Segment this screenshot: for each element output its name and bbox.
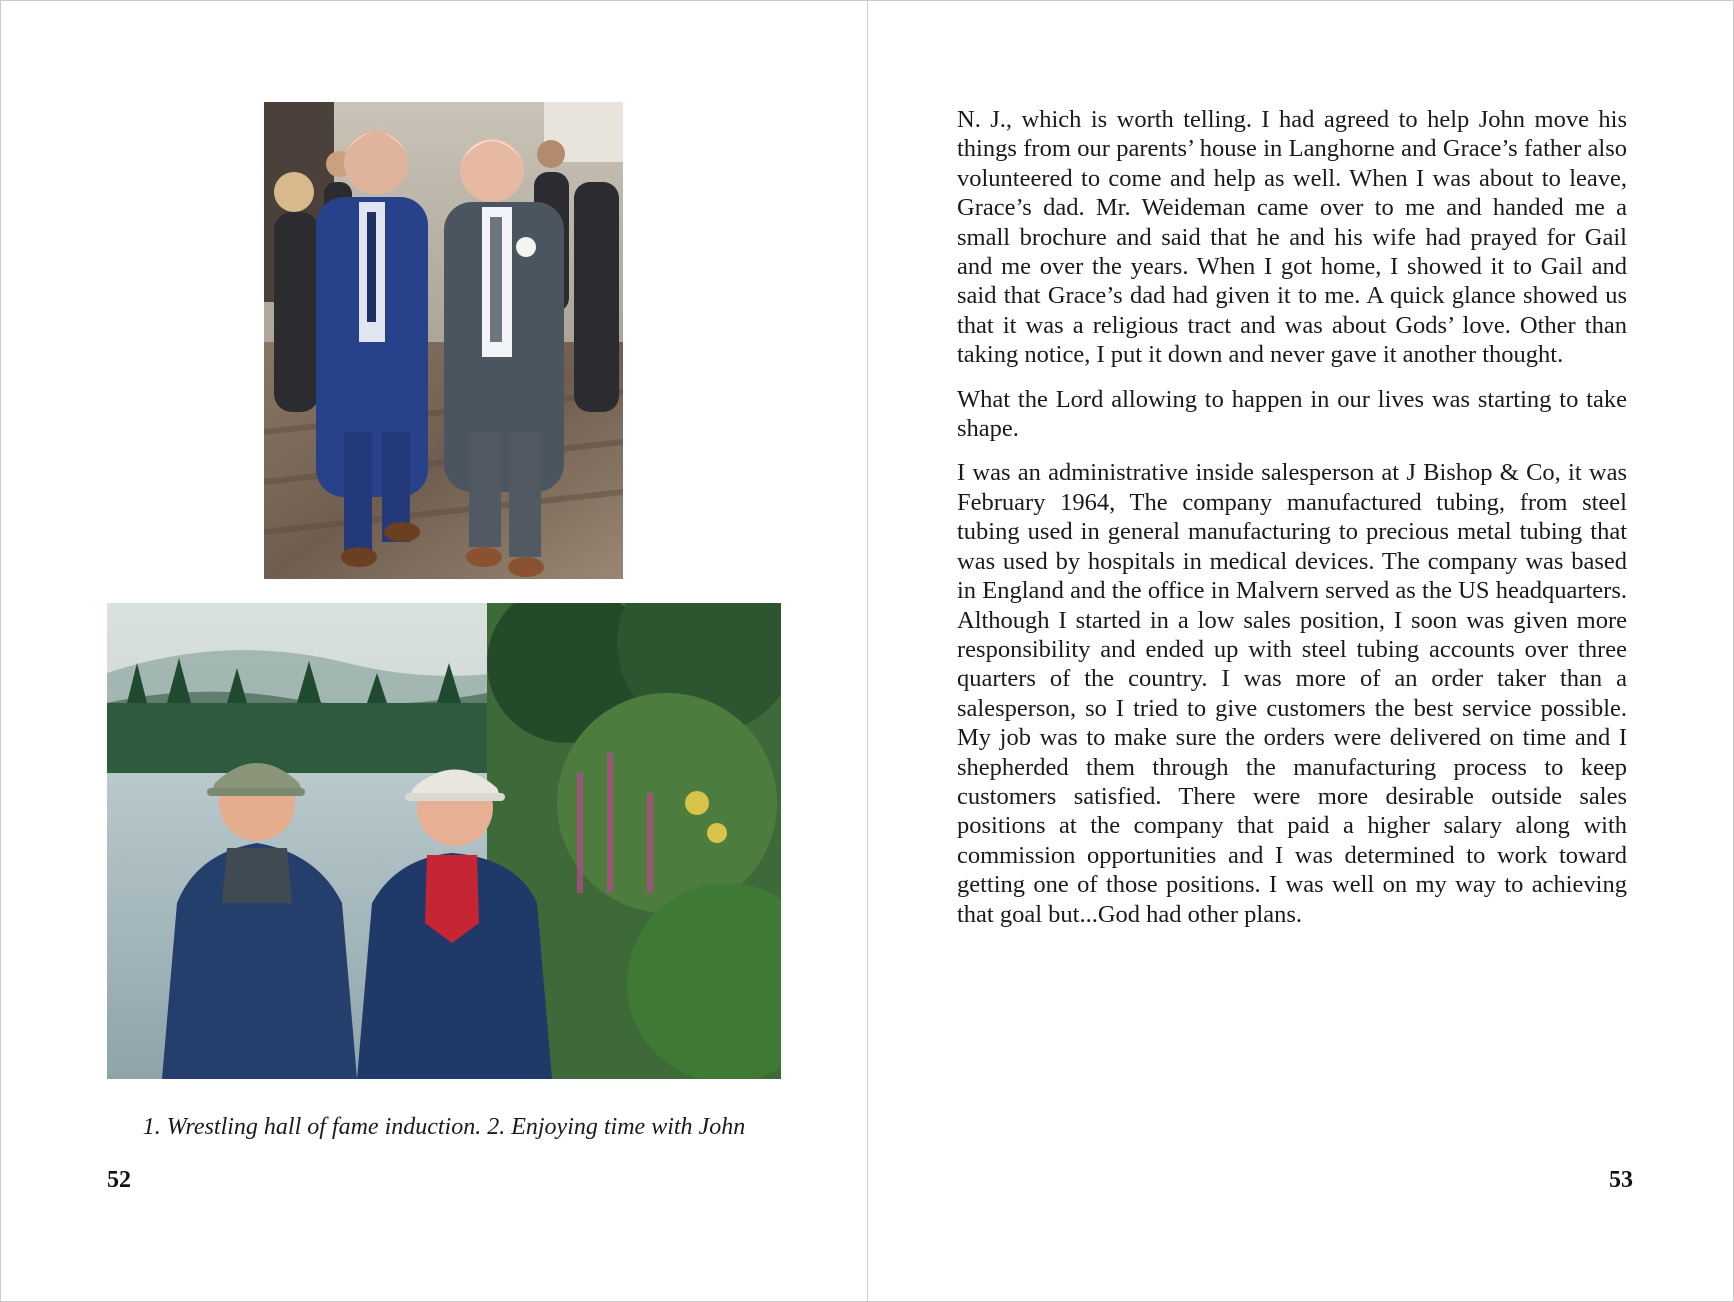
page-number-right: 53 xyxy=(1609,1167,1633,1193)
photo-enjoying-time-with-john xyxy=(107,603,781,1079)
photo-caption: 1. Wrestling hall of fame induction. 2. Enjoying time with John xyxy=(142,1114,746,1140)
paragraph: I was an administrative inside salesperson at J Bishop & Co, it was February 1964, The company manufactured tubing, from steel tubing used in general manufacturing to precious metal tubing that was used by hospitals in medical devices. The company was based in England and the office in Malvern served as the US headquarters. Although I started in a low sales position, I soon was given more responsibility and ended up with steel tubing accounts over three quarters of the country. I was more of an order taker than a salesperson, so I tried to give customers the best service possible. My job was to make sure the orders were delivered on time and I shepherded them through the manufacturing process to keep customers satisfied. There were more desirable outside sales positions at the company that paid a higher salary along with commission opportunities and I was determined to work toward getting one of those positions. I was well on my way to achieving that goal but...God had other plans. xyxy=(957,459,1627,928)
page-number-left: 52 xyxy=(107,1167,131,1193)
right-page xyxy=(868,1,1734,1301)
photo-hall-of-fame xyxy=(264,102,623,579)
photo-hall-of-fame-image xyxy=(264,102,623,579)
photo-enjoying-time-with-john-image xyxy=(107,603,781,1079)
paragraph: N. J., which is worth telling. I had agreed to help John move his things from our parents’ house in Langhorne and Grace’s father also volunteered to come and help as well. When I was about to leave, Grace’s dad. Mr. Weideman came over to me and handed me a small brochure and said that he and his wife had prayed for Gail and me over the years. When I got home, I showed it to Gail and said that Grace’s dad had given it to me. A quick glance showed us that it was a religious tract and was about Gods’ love. Other than taking notice, I put it down and never gave it another thought. xyxy=(957,106,1627,369)
body-text xyxy=(957,105,1627,944)
left-page xyxy=(1,1,867,1301)
paragraph: What the Lord allowing to happen in our lives was starting to take shape. xyxy=(957,385,1627,443)
